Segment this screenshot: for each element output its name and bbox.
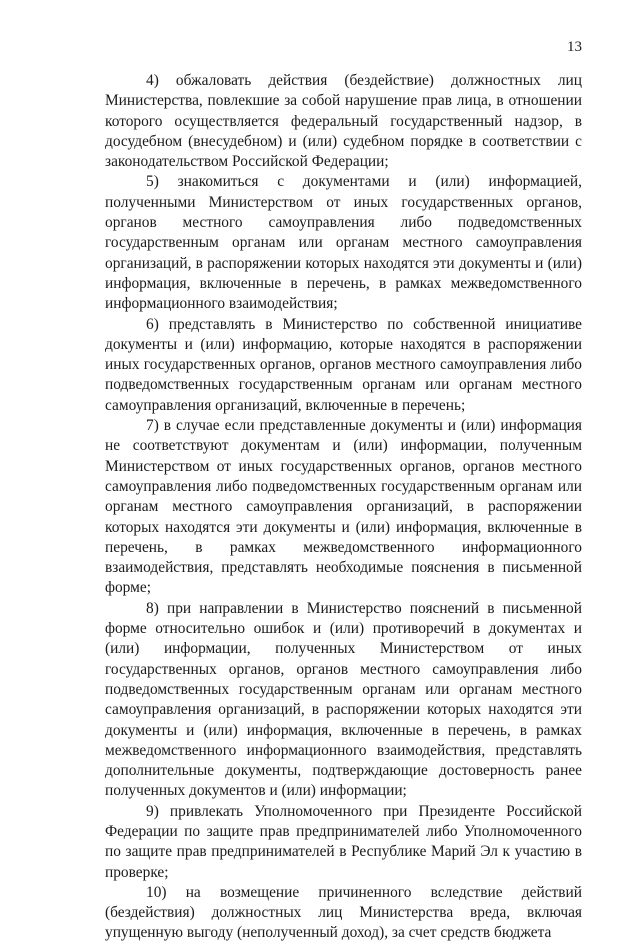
paragraph-item-9: 9) привлекать Уполномоченного при Президенте Российской Федерации по защите прав предпринимателей либо Уполномоченного по защите прав предпринимателей в Республике Марий Эл к участию в проверке; <box>105 802 582 881</box>
paragraph-item-5: 5) знакомиться с документами и (или) информацией, полученными Министерством от иных государственных органов, органов местного самоуправления либо подведомственных государственным органам или органам местного самоуправления организаций, в распоряжении которых находятся эти документы и (или) информация, включенные в перечень, в рамках межведомственного информационного взаимодействия; <box>105 173 582 313</box>
document-body <box>105 71 582 944</box>
paragraph-item-4: 4) обжаловать действия (бездействие) должностных лиц Министерства, повлекшие за собой нарушение прав лица, в отношении которого осуществляется федеральный государственный надзор, в досудебном (внесудебном) и (или) судебном порядке в соответствии с законодательством Российской Федерации; <box>105 72 582 171</box>
paragraph-item-10: 10) на возмещение причиненного вследствие действий (бездействия) должностных лиц Министерства вреда, включая упущенную выгоду (неполученный доход), за счет средств бюджета <box>105 883 582 942</box>
paragraph-item-7: 7) в случае если представленные документы и (или) информация не соответствуют документам и (или) информации, полученным Министерством от иных государственных органов, органов местного самоуправления либо подведомственных государственным органам или органам местного самоуправления организаций, в распоряжении которых находятся эти документы и (или) информация, включенные в перечень, в рамках межведомственного информационного взаимодействия, представлять необходимые пояснения в письменной форме; <box>105 417 582 597</box>
paragraph-item-8: 8) при направлении в Министерство пояснений в письменной форме относительно ошибок и (или) противоречий в документах и (или) информации, полученных Министерством от иных государственных органов, органов местного самоуправления либо подведомственных государственным органам или органам местного самоуправления организаций, в распоряжении которых находятся эти документы и (или) информация, включенные в перечень, в рамках межведомственного информационного взаимодействия, представлять дополнительные документы, подтверждающие достоверность ранее полученных документов и (или) информации; <box>105 599 582 800</box>
paragraph-item-6: 6) представлять в Министерство по собственной инициативе документы и (или) информацию, которые находятся в распоряжении иных государственных органов, органов местного самоуправления либо подведомственных государственным органам или органам местного самоуправления организаций, включенные в перечень; <box>105 315 582 414</box>
page-number: 13 <box>567 39 582 55</box>
